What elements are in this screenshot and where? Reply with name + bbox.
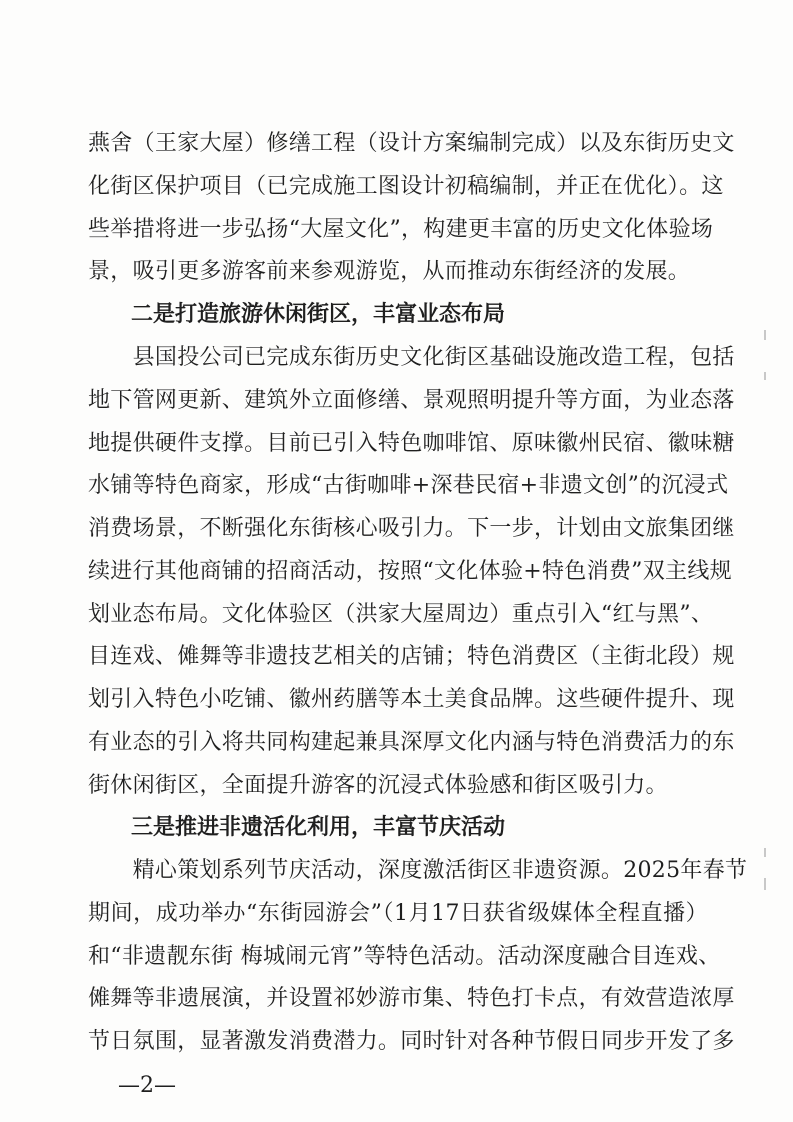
scan-artifact: [764, 372, 766, 380]
paragraph-line: 有业态的引入将共同构建起兼具深厚文化内涵与特色消费活力的东: [88, 730, 735, 755]
scan-artifact: [764, 848, 766, 857]
paragraph-line: 景，吸引更多游客前来参观游览，从而推动东街经济的发展。: [88, 259, 691, 284]
scan-artifact: [764, 330, 766, 340]
paragraph-line: 地下管网更新、建筑外立面修缮、景观照明提升等方面，为业态落: [88, 388, 735, 413]
paragraph-line: 傩舞等非遗展演，并设置祁妙游市集、特色打卡点，有效营造浓厚: [88, 986, 735, 1011]
paragraph-line: 水铺等特色商家，形成“古街咖啡+深巷民宿+非遗文创”的沉浸式: [88, 473, 729, 498]
paragraph-line: 地提供硬件支撑。目前已引入特色咖啡馆、原味徽州民宿、徽味糖: [88, 431, 735, 456]
page-number: —2—: [118, 1073, 176, 1098]
paragraph-line: 化街区保护项目（已完成施工图设计初稿编制，并正在优化）。这: [88, 174, 724, 199]
paragraph-line: 节日氛围，显著激发消费潜力。同时针对各种节假日同步开发了多: [88, 1029, 735, 1054]
paragraph-line: 划引入特色小吃铺、徽州药膳等本土美食品牌。这些硬件提升、现: [88, 687, 735, 712]
scan-artifact: [764, 878, 766, 890]
paragraph-line: 街休闲街区，全面提升游客的沉浸式体验感和街区吸引力。: [88, 773, 668, 798]
paragraph-line: 消费场景，不断强化东街核心吸引力。下一步，计划由文旅集团继: [88, 516, 735, 541]
section-heading: 二是打造旅游休闲街区，丰富业态布局: [131, 302, 506, 327]
paragraph-line: 精心策划系列节庆活动，深度激活街区非遗资源。2025年春节: [88, 858, 748, 883]
paragraph-line: 些举措将进一步弘扬“大屋文化”，构建更丰富的历史文化体验场: [88, 217, 714, 242]
paragraph-line: 续进行其他商铺的招商活动，按照“文化体验+特色消费”双主线规: [88, 559, 732, 584]
paragraph-line: 和“非遗靓东街 梅城闹元宵”等特色活动。活动深度融合目连戏、: [88, 944, 721, 969]
paragraph-line: 划业态布局。文化体验区（洪家大屋周边）重点引入“红与黑”、: [88, 602, 714, 627]
paragraph-line: 燕舍（王家大屋）修缮工程（设计方案编制完成）以及东街历史文: [88, 131, 735, 156]
paragraph-line: 县国投公司已完成东街历史文化街区基础设施改造工程，包括: [88, 345, 735, 370]
paragraph-line: 目连戏、傩舞等非遗技艺相关的店铺；特色消费区（主街北段）规: [88, 644, 735, 669]
section-heading: 三是推进非遗活化利用，丰富节庆活动: [131, 815, 506, 840]
paragraph-line: 期间，成功举办“东街园游会”（1月17日获省级媒体全程直播）: [88, 901, 708, 926]
